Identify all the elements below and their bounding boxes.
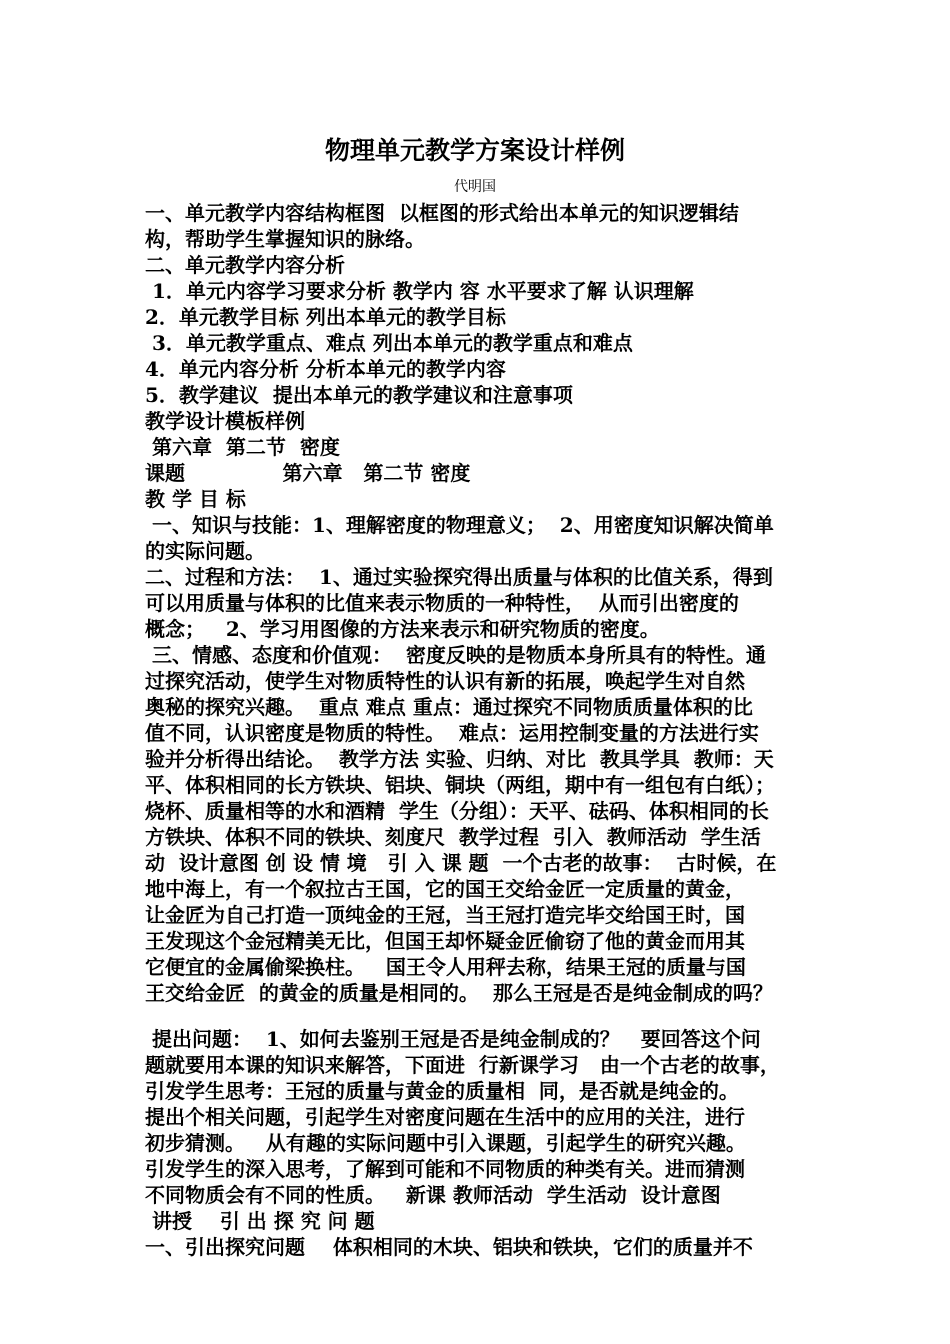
- text-line: 概念； 2、学习用图像的方法来表示和研究物质的密度。: [145, 617, 660, 641]
- text-line: 1．单元内容学习要求分析 教学内 容 水平要求了解 认识理解: [145, 279, 694, 303]
- text-line: 一、引出探究问题 体积相同的木块、铝块和铁块，它们的质量并不: [145, 1235, 753, 1259]
- text-line: 奥秘的探究兴趣。 重点 难点 重点：通过探究不同物质质量体积的比: [145, 695, 753, 719]
- text-line: 它便宜的金属偷梁换柱。 国王令人用秤去称，结果王冠的质量与国: [145, 955, 746, 979]
- blank-line: [145, 1006, 825, 1026]
- text-line: 一、知识与技能：1、理解密度的物理意义； 2、用密度知识解决简单: [145, 513, 774, 537]
- text-line: 初步猜测。 从有趣的实际问题中引入课题，引起学生的研究兴趣。: [145, 1131, 746, 1155]
- text-line: 不同物质会有不同的性质。 新课 教师活动 学生活动 设计意图: [145, 1183, 721, 1207]
- text-line: 引发学生的深入思考，了解到可能和不同物质的种类有关。进而猜测: [145, 1157, 745, 1181]
- document-title: 物理单元教学方案设计样例: [324, 136, 625, 165]
- text-line: 一、单元教学内容结构框图 以框图的形式给出本单元的知识逻辑结: [145, 201, 739, 225]
- text-line: 验并分析得出结论。 教学方法 实验、归纳、对比 教具学具 教师：天: [145, 747, 774, 771]
- document-author: 代明国: [454, 179, 496, 195]
- text-line: 王交给金匠 的黄金的质量是相同的。 那么王冠是否是纯金制成的吗？: [145, 981, 773, 1005]
- text-line: 提出问题： 1、如何去鉴别王冠是否是纯金制成的？ 要回答这个问: [145, 1027, 761, 1051]
- text-line: 平、体积相同的长方铁块、铝块、铜块（两组，期中有一组包有白纸）；: [145, 773, 775, 797]
- document-body: [145, 200, 825, 1260]
- text-line: 课题 第六章 第二节 密度: [145, 461, 471, 485]
- text-line: 第六章 第二节 密度: [145, 435, 340, 459]
- text-line: 的实际问题。: [145, 539, 265, 563]
- text-line: 方铁块、体积不同的铁块、刻度尺 教学过程 引入 教师活动 学生活: [145, 825, 761, 849]
- text-line: 讲授 引 出 探 究 问 题: [145, 1209, 375, 1233]
- text-line: 4．单元内容分析 分析本单元的教学内容: [145, 357, 506, 381]
- text-line: 二、单元教学内容分析: [145, 253, 345, 277]
- text-line: 提出个相关问题，引起学生对密度问题在生活中的应用的关注，进行: [145, 1105, 745, 1129]
- text-line: 动 设计意图 创 设 情 境 引 入 课 题 一个古老的故事： 古时候，在: [145, 851, 777, 875]
- text-line: 烧杯、质量相等的水和酒精 学生（分组）：天平、砝码、体积相同的长: [145, 799, 769, 823]
- text-line: 让金匠为自己打造一顶纯金的王冠，当王冠打造完毕交给国王时，国: [145, 903, 745, 927]
- text-line: 教 学 目 标: [145, 487, 246, 511]
- text-line: 题就要用本课的知识来解答，下面进 行新课学习 由一个古老的故事，: [145, 1053, 780, 1077]
- text-line: 值不同，认识密度是物质的特性。 难点：运用控制变量的方法进行实: [145, 721, 759, 745]
- text-line: 二、过程和方法： 1、通过实验探究得出质量与体积的比值关系，得到: [145, 565, 773, 589]
- text-line: 王发现这个金冠精美无比，但国王却怀疑金匠偷窃了他的黄金而用其: [145, 929, 745, 953]
- text-line: 过探究活动，使学生对物质特性的认识有新的拓展，唤起学生对自然: [145, 669, 745, 693]
- text-line: 3．单元教学重点、难点 列出本单元的教学重点和难点: [145, 331, 633, 355]
- text-line: 2．单元教学目标 列出本单元的教学目标: [145, 305, 506, 329]
- text-line: 三、情感、态度和价值观： 密度反映的是物质本身所具有的特性。通: [145, 643, 766, 667]
- text-line: 构，帮助学生掌握知识的脉络。: [145, 227, 425, 251]
- text-line: 可以用质量与体积的比值来表示物质的一种特性， 从而引出密度的: [145, 591, 739, 615]
- text-line: 引发学生思考：王冠的质量与黄金的质量相 同，是否就是纯金的。: [145, 1079, 739, 1103]
- text-line: 5．教学建议 提出本单元的教学建议和注意事项: [145, 383, 573, 407]
- text-line: 教学设计模板样例: [145, 409, 305, 433]
- text-line: 地中海上，有一个叙拉古王国，它的国王交给金匠一定质量的黄金，: [145, 877, 745, 901]
